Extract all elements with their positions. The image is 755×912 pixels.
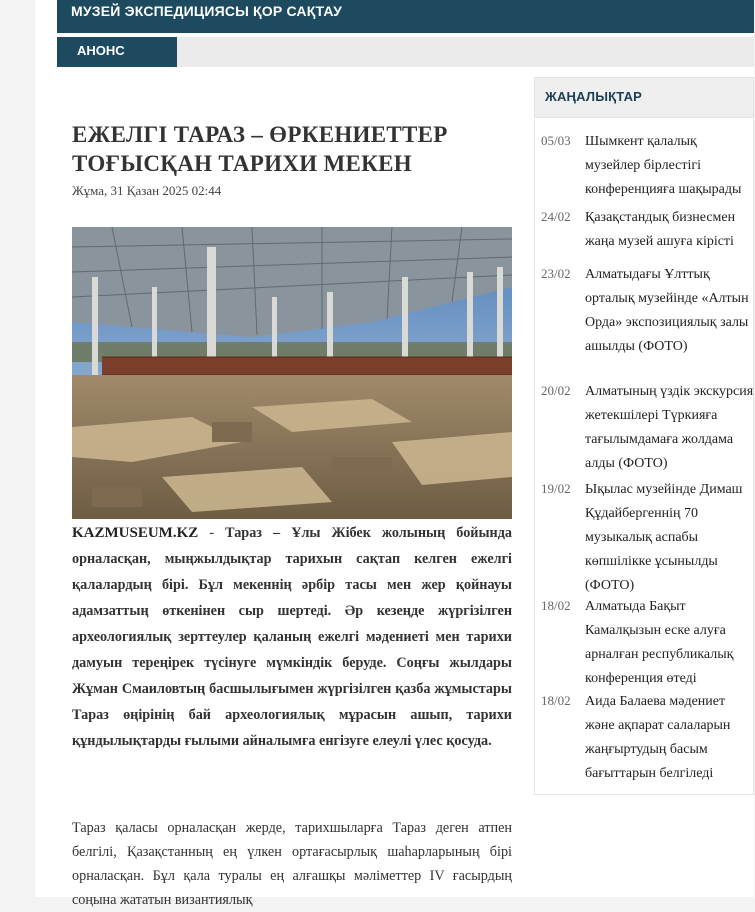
news-date: 24/02 [541,209,571,224]
news-date: 18/02 [541,598,571,613]
content-wrapper [35,0,754,908]
sidebar-heading: ЖАҢАЛЫҚТАР [535,78,753,118]
news-title-link[interactable]: Алматыда Бақыт Камалқызын еске алуға арналған республикалық конференция өтеді [585,599,734,686]
news-title-link[interactable]: Шымкент қалалық музейлер бірлестігі конференцияға шақырады [585,134,742,197]
news-title-link[interactable]: Аида Балаева мәдениет және ақпарат салаларын жаңғыртудың басым бағыттарын белгіледі [585,694,731,781]
news-title-link[interactable]: Ықылас музейінде Димаш Құдайбергеннің 70 музыкалық аспабы көпшілікке ұсынылды (ФОТО) [585,482,743,593]
top-navigation [57,0,754,33]
news-date: 23/02 [541,266,571,281]
left-gutter [0,0,35,897]
tab-anons[interactable]: АНОНС [57,37,177,67]
article-date: Жұма, 31 Қазан 2025 02:44 [72,183,222,198]
source-label: KAZMUSEUM.KZ [72,525,199,541]
article-header [72,120,512,199]
news-sidebar [534,77,754,795]
article-paragraph: Тараз қаласы орналасқан жерде, тарихшыларға Тараз деген атпен белгілі, Қазақстанның ең үлкен ортағасырлық шаһарларының бірі орналасқан. Бұл қала туралы ең алғашқы мәліметтер IV ғасырдың соңына жататын византиялық [72,820,512,908]
article-title: ЕЖЕЛГІ ТАРАЗ – ӨРКЕНИЕТТЕР ТОҒЫСҚАН ТАРИХИ МЕКЕН [72,122,448,176]
lead-text: Тараз – Ұлы Жібек жолының бойында орналасқан, мыңжылдықтар тарихын сақтап келген ежелгі қалалардың бірі. Бұл мекеннің әрбір тасы мен жер қойнауы адамзаттың өткенінен сыр шертеді. Әр кезеңде жүргізілген археологиялық зерттеулер қаланың ежелгі мәдениеті мен тарихи дамуын тереңірек түсінуге мүмкіндік беруде. Соңғы жылдары Жұман Смаиловтың басшылығымен жүргізілген қазба жұмыстары Тараз өңірінің бай археологиялық мұрасын ашып, тарихи құндылықтарды ғылыми айналымға енгізуге елеулі үлес қосуда. [72,525,512,749]
news-title-link[interactable]: Алматының үздік экскурсия жетекшілері Түркияға тағылымдамаға жолдама алды (ФОТО) [585,384,754,471]
news-date: 20/02 [541,383,571,398]
news-title-link[interactable]: Алматыдағы Ұлттық орталық музейінде «Алтын Орда» экспозициялық залы ашылды (ФОТО) [585,267,749,354]
news-date: 05/03 [541,133,571,148]
article-photo [72,227,512,519]
news-date: 19/02 [541,481,571,496]
news-date: 18/02 [541,693,571,708]
article-lead [72,520,512,754]
sub-navigation [57,37,754,67]
nav-item-museum-expedition[interactable]: МУЗЕЙ ЭКСПЕДИЦИЯСЫ [71,3,250,19]
nav-item-fund-storage[interactable]: ҚОР САҚТАУ [253,3,343,19]
excavation-photo-illustration [72,227,512,519]
news-title-link[interactable]: Қазақстандық бизнесмен жаңа музей ашуға кірісті [585,210,736,249]
source-separator: - [198,525,226,541]
